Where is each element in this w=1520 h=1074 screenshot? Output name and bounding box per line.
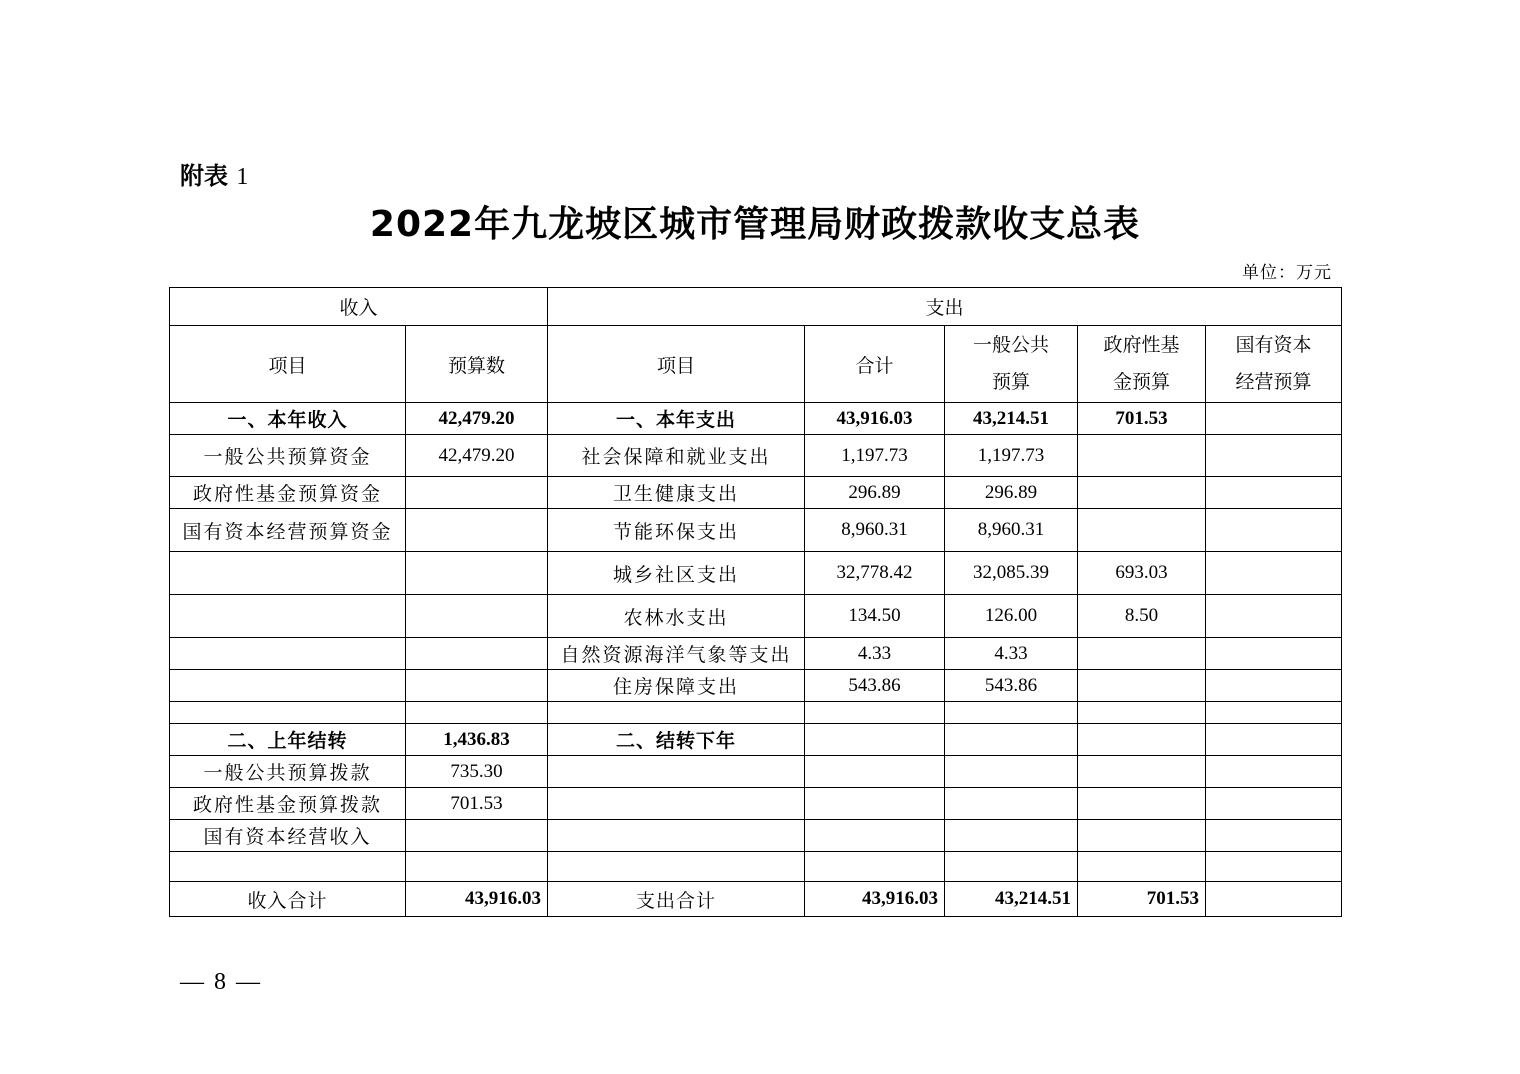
income-item: 一般公共预算拨款	[170, 756, 406, 788]
table-row	[170, 595, 1342, 638]
expense-fund	[1078, 509, 1206, 552]
income-item	[170, 595, 406, 638]
expense-state	[1206, 820, 1342, 852]
expense-fund	[1078, 788, 1206, 820]
expense-state	[1206, 756, 1342, 788]
table-total-row	[170, 882, 1342, 917]
table-row	[170, 702, 1342, 724]
expense-item: 卫生健康支出	[548, 477, 805, 509]
income-item	[170, 852, 406, 882]
expense-total	[805, 788, 945, 820]
expense-total	[805, 702, 945, 724]
expense-total: 134.50	[805, 595, 945, 638]
expense-total: 8,960.31	[805, 509, 945, 552]
table-row	[170, 724, 1342, 756]
expense-fund	[1078, 756, 1206, 788]
expense-fund	[1078, 852, 1206, 882]
expense-total-state	[1206, 882, 1342, 917]
expense-item	[548, 788, 805, 820]
income-item	[170, 702, 406, 724]
col-fund-line2: 金预算	[1113, 372, 1171, 393]
expense-total: 1,197.73	[805, 435, 945, 477]
expense-state	[1206, 724, 1342, 756]
income-amount: 735.30	[406, 756, 548, 788]
expense-fund: 693.03	[1078, 552, 1206, 595]
expense-fund	[1078, 820, 1206, 852]
expense-fund	[1078, 724, 1206, 756]
expense-fund	[1078, 435, 1206, 477]
income-item: 一般公共预算资金	[170, 435, 406, 477]
expense-total-label: 支出合计	[548, 882, 805, 917]
income-amount	[406, 852, 548, 882]
expense-total	[805, 724, 945, 756]
expense-general: 4.33	[945, 638, 1078, 670]
income-amount	[406, 477, 548, 509]
expense-total-general: 43,214.51	[945, 882, 1078, 917]
income-total-amount: 43,916.03	[406, 882, 548, 917]
table-row	[170, 435, 1342, 477]
expense-total-sum: 43,916.03	[805, 882, 945, 917]
income-total-label: 收入合计	[170, 882, 406, 917]
expense-general: 43,214.51	[945, 403, 1078, 435]
income-amount	[406, 820, 548, 852]
income-item	[170, 670, 406, 702]
expense-state	[1206, 638, 1342, 670]
expense-total-fund: 701.53	[1078, 882, 1206, 917]
expense-general: 8,960.31	[945, 509, 1078, 552]
expense-item: 农林水支出	[548, 595, 805, 638]
table-row	[170, 756, 1342, 788]
expense-fund	[1078, 638, 1206, 670]
table-row	[170, 552, 1342, 595]
income-amount: 701.53	[406, 788, 548, 820]
income-item	[170, 552, 406, 595]
expense-item: 住房保障支出	[548, 670, 805, 702]
expense-state	[1206, 788, 1342, 820]
table-column-header	[170, 326, 1342, 403]
expense-item	[548, 702, 805, 724]
income-item	[170, 638, 406, 670]
expense-total	[805, 852, 945, 882]
table-row	[170, 477, 1342, 509]
unit-label: 单位：万元	[1242, 263, 1332, 283]
income-amount	[406, 595, 548, 638]
expense-state	[1206, 595, 1342, 638]
expense-total	[805, 820, 945, 852]
expense-fund: 701.53	[1078, 403, 1206, 435]
income-amount: 42,479.20	[406, 403, 548, 435]
expense-state	[1206, 702, 1342, 724]
expense-total	[805, 756, 945, 788]
expense-general: 543.86	[945, 670, 1078, 702]
income-item: 国有资本经营预算资金	[170, 509, 406, 552]
col-income-item: 项目	[170, 326, 406, 403]
finance-table	[169, 287, 1342, 917]
expense-state	[1206, 435, 1342, 477]
table-row	[170, 852, 1342, 882]
table-row	[170, 638, 1342, 670]
col-state-capital-budget	[1206, 326, 1342, 403]
income-item: 国有资本经营收入	[170, 820, 406, 852]
expense-general	[945, 788, 1078, 820]
expense-fund	[1078, 477, 1206, 509]
col-general-budget	[945, 326, 1078, 403]
group-income-header: 收入	[170, 288, 548, 326]
table-row	[170, 788, 1342, 820]
income-amount	[406, 702, 548, 724]
income-amount	[406, 509, 548, 552]
col-general-line1: 一般公共	[973, 335, 1050, 356]
expense-fund	[1078, 702, 1206, 724]
table-row	[170, 403, 1342, 435]
expense-item	[548, 820, 805, 852]
table-group-header	[170, 288, 1342, 326]
col-fund-budget	[1078, 326, 1206, 403]
expense-item: 二、结转下年	[548, 724, 805, 756]
expense-general: 32,085.39	[945, 552, 1078, 595]
expense-general: 1,197.73	[945, 435, 1078, 477]
income-item: 政府性基金预算拨款	[170, 788, 406, 820]
page-title: 2022年九龙坡区城市管理局财政拨款收支总表	[369, 204, 1141, 245]
expense-fund	[1078, 670, 1206, 702]
table-row	[170, 509, 1342, 552]
expense-fund: 8.50	[1078, 595, 1206, 638]
expense-item: 自然资源海洋气象等支出	[548, 638, 805, 670]
income-amount	[406, 638, 548, 670]
col-state-line2: 经营预算	[1235, 372, 1312, 393]
expense-general: 296.89	[945, 477, 1078, 509]
expense-total: 4.33	[805, 638, 945, 670]
col-state-line1: 国有资本	[1235, 335, 1312, 356]
income-item: 一、本年收入	[170, 403, 406, 435]
expense-general	[945, 820, 1078, 852]
income-amount	[406, 552, 548, 595]
income-amount	[406, 670, 548, 702]
expense-general	[945, 724, 1078, 756]
col-budget: 预算数	[406, 326, 548, 403]
expense-state	[1206, 403, 1342, 435]
expense-total: 43,916.03	[805, 403, 945, 435]
expense-state	[1206, 670, 1342, 702]
expense-item: 一、本年支出	[548, 403, 805, 435]
expense-general	[945, 852, 1078, 882]
expense-item: 城乡社区支出	[548, 552, 805, 595]
col-total: 合计	[805, 326, 945, 403]
table-row	[170, 670, 1342, 702]
income-item: 政府性基金预算资金	[170, 477, 406, 509]
expense-item	[548, 852, 805, 882]
attachment-label-text: 附表	[180, 162, 228, 190]
income-amount: 42,479.20	[406, 435, 548, 477]
attachment-number: 1	[236, 164, 249, 190]
expense-total: 296.89	[805, 477, 945, 509]
page-number: — 8 —	[180, 969, 262, 995]
col-fund-line1: 政府性基	[1103, 335, 1180, 356]
income-item: 二、上年结转	[170, 724, 406, 756]
expense-general: 126.00	[945, 595, 1078, 638]
expense-state	[1206, 477, 1342, 509]
expense-total: 32,778.42	[805, 552, 945, 595]
col-expense-item: 项目	[548, 326, 805, 403]
expense-general	[945, 756, 1078, 788]
expense-item	[548, 756, 805, 788]
group-expense-header: 支出	[548, 288, 1342, 326]
expense-total: 543.86	[805, 670, 945, 702]
attachment-label	[180, 156, 248, 191]
income-amount: 1,436.83	[406, 724, 548, 756]
expense-item: 社会保障和就业支出	[548, 435, 805, 477]
col-general-line2: 预算	[992, 372, 1031, 393]
table-row	[170, 820, 1342, 852]
expense-state	[1206, 852, 1342, 882]
expense-item: 节能环保支出	[548, 509, 805, 552]
expense-state	[1206, 552, 1342, 595]
expense-general	[945, 702, 1078, 724]
expense-state	[1206, 509, 1342, 552]
